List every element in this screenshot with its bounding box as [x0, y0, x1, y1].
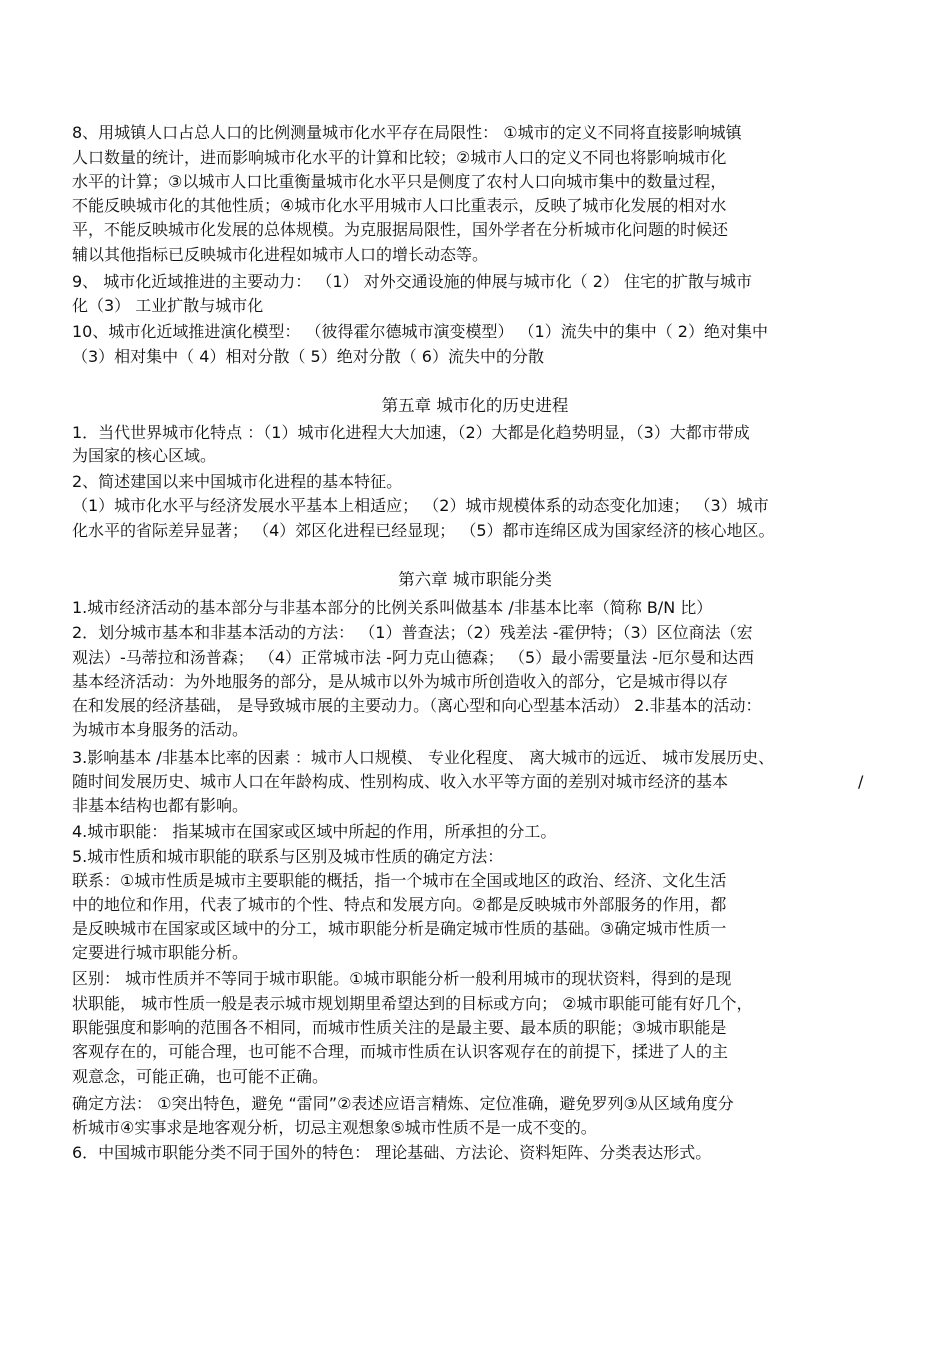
text-line: 状职能， 城市性质一般是表示城市规划期里希望达到的目标或方向； ②城市职能可能有好几个，: [72, 994, 753, 1013]
text-line: 化（3） 工业扩散与城市化: [72, 296, 264, 315]
text-line: 辅以其他指标已反映城市化进程如城市人口的增长动态等。: [72, 245, 489, 264]
text-line: 1.城市经济活动的基本部分与非基本部分的比例关系叫做基本 /非基本比率（简称 B/N 比）: [72, 598, 713, 617]
text-line: 不能反映城市化的其他性质；④城市化水平用城市人口比重表示，反映了城市化发展的相对水: [72, 196, 727, 215]
text-line: 中的地位和作用，代表了城市的个性、特点和发展方向。②都是反映城市外部服务的作用，都: [72, 895, 727, 914]
text-line: 平，不能反映城市化发展的总体规模。为克服据局限性，国外学者在分析城市化问题的时候还: [72, 220, 729, 239]
text-line: 基本经济活动：为外地服务的部分，是从城市以外为城市所创造收入的部分，它是城市得以存: [72, 672, 729, 691]
text-line: 职能强度和影响的范围各不相同，而城市性质关注的是最主要、最本质的职能；③城市职能是: [72, 1018, 727, 1037]
text-line: 非基本结构也都有影响。: [72, 796, 249, 815]
text-line: 随时间发展历史、城市人口在年龄构成、性别构成、收入水平等方面的差别对城市经济的基本: [72, 772, 729, 791]
text-line: 10、城市化近域推进演化模型： （彼得霍尔德城市演变模型） （1）流失中的集中（ 2）绝对集中: [72, 322, 768, 341]
text-line: 人口数量的统计，进而影响城市化水平的计算和比较；②城市人口的定义不同也将影响城市化: [72, 148, 727, 167]
text-line: 2．划分城市基本和非基本活动的方法： （1）普查法；（2）残差法 -霍伊特；（3）区位商法（宏: [72, 623, 753, 642]
text-line: 5.城市性质和城市职能的联系与区别及城市性质的确定方法：: [72, 847, 504, 866]
chapter-heading: 第五章 城市化的历史进程: [381, 396, 569, 415]
text-line: 化水平的省际差异显著； （4）郊区化进程已经显现； （5）都市连绵区成为国家经济的核心地区。: [72, 521, 775, 540]
text-line: 1．当代世界城市化特点 ：（1）城市化进程大大加速，（2）大都是化趋势明显，（3）大都市带成: [72, 423, 750, 442]
text-line: 6．中国城市职能分类不同于国外的特色： 理论基础、方法论、资料矩阵、分类表达形式。: [72, 1143, 712, 1162]
text-line: 8、用城镇人口占总人口的比例测量城市化水平存在局限性： ①城市的定义不同将直接影响城镇: [72, 123, 742, 142]
text-line: 4.城市职能： 指某城市在国家或区域中所起的作用，所承担的分工。: [72, 822, 557, 841]
text-line: 客观存在的，可能合理，也可能不合理，而城市性质在认识客观存在的前提下，揉进了人的主: [72, 1042, 729, 1061]
text-line: 是反映城市在国家或区域中的分工，城市职能分析是确定城市性质的基础。③确定城市性质一: [72, 919, 727, 938]
text-line: 2、简述建国以来中国城市化进程的基本特征。: [72, 472, 403, 491]
text-line: 水平的计算；③以城市人口比重衡量城市化水平只是侧度了农村人口向城市集中的数量过程，: [72, 172, 727, 191]
text-line: 观意念，可能正确，也可能不正确。: [72, 1067, 329, 1086]
slash-mark: /: [858, 772, 864, 791]
text-line: 观法）-马蒂拉和汤普森； （4）正常城市法 -阿力克山德森； （5）最小需要量法 -厄尔曼和达西: [72, 648, 755, 667]
text-line: 在和发展的经济基础， 是导致城市展的主要动力。（离心型和向心型基本活动） 2.非基本的活动：: [72, 696, 762, 715]
text-line: 为城市本身服务的活动。: [72, 720, 249, 739]
text-line: 确定方法： ①突出特色，避免 “雷同”②表述应语言精炼、定位准确，避免罗列③从区域角度分: [72, 1094, 734, 1113]
text-line: 定要进行城市职能分析。: [72, 943, 249, 962]
text-line: 区别： 城市性质并不等同于城市职能。①城市职能分析一般利用城市的现状资料，得到的是现: [72, 969, 732, 988]
text-line: （3）相对集中（ 4）相对分散（ 5）绝对分散（ 6）流失中的分散: [72, 347, 544, 366]
text-line: （1）城市化水平与经济发展水平基本上相适应； （2）城市规模体系的动态变化加速； （3）城市: [72, 496, 769, 515]
text-line: 为国家的核心区域。: [72, 446, 217, 465]
chapter-heading: 第六章 城市职能分类: [398, 570, 552, 589]
text-line: 析城市④实事求是地客观分析，切忌主观想象⑤城市性质不是一成不变的。: [72, 1118, 597, 1137]
text-line: 联系：①城市性质是城市主要职能的概括，指一个城市在全国或地区的政治、经济、文化生活: [72, 871, 727, 890]
text-line: 9、 城市化近域推进的主要动力： （1） 对外交通设施的伸展与城市化（ 2） 住宅的扩散与城市: [72, 272, 752, 291]
text-line: 3.影响基本 /非基本比率的因素 ：城市人口规模、 专业化程度、 离大城市的远近、 城市发展历史、: [72, 748, 775, 767]
